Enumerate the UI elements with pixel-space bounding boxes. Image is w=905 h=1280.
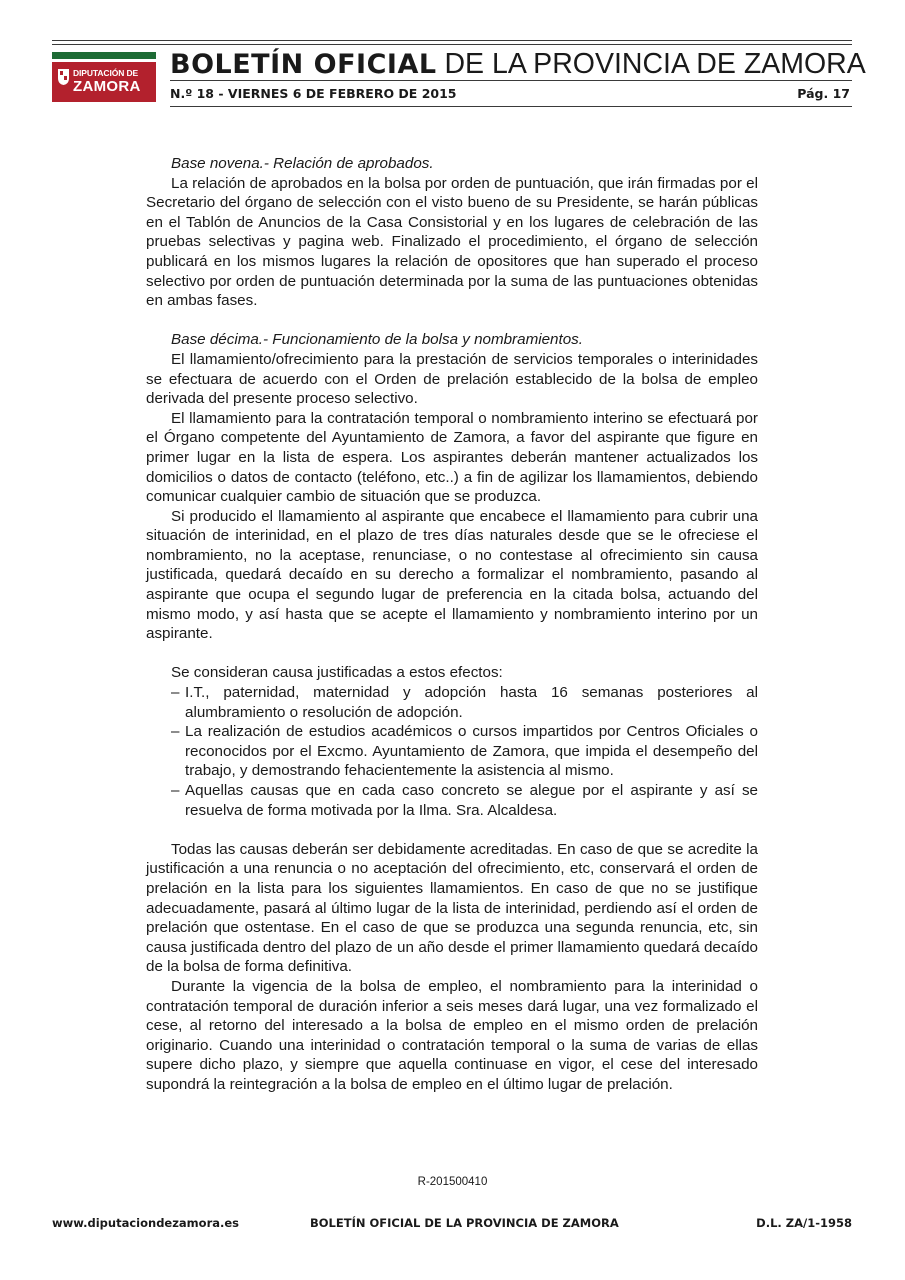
dash-bullet: – (171, 684, 180, 702)
dash-bullet: – (171, 723, 180, 741)
document-body (146, 154, 758, 1095)
list-item-text: Aquellas causas que en cada caso concreto se alegue por el aspirante y así se resuelva de forma motivada por la Ilma. Sra. Alcaldesa. (185, 782, 758, 819)
publication-title (170, 46, 866, 83)
header-top-rule (52, 40, 852, 41)
list-item-text: I.T., paternidad, maternidad y adopción hasta 16 semanas posteriores al alumbramiento o resolución de adopción. (185, 684, 758, 721)
justified-causes-list (146, 683, 758, 820)
paragraph: La relación de aprobados en la bolsa por orden de puntuación, que irán firmadas por el Secretario del órgano de selección con el visto bueno de su Presidente, se harán públicas en el Tablón de Anuncios de la Casa Consistorial y en los lugares de celebración de las pruebas selectivas y pagina web. Finalizado el procedimiento, el órgano de selección publicará en los mismos lugares la relación de opositores que han superado el proceso selectivo por orden de puntuación determinada por la suma de las puntuaciones obtenidas en ambas fases. (146, 174, 758, 310)
paragraph: Se consideran causa justificadas a estos efectos: (171, 664, 503, 682)
logo-text-bottom: ZAMORA (73, 78, 141, 95)
list-item (146, 683, 758, 722)
paragraph: Si producido el llamamiento al aspirante que encabece el llamamiento para cubrir una situación de interinidad, en el plazo de tres días naturales desde que se le ofreciese el nombramiento, no la aceptase, renunciase, o no contestase al ofrecimiento sin causa justificada, quedará decaído en su derecho a formalizar el nombramiento, pasando al aspirante que ocupa el segundo lugar de preferencia en la citada bolsa, actuando del mismo modo, y así hasta que se acepte el llamamiento y nombramiento interino por un aspirante. (146, 507, 758, 643)
publication-title-bold: BOLETÍN OFICIAL (170, 49, 437, 80)
paragraph: Todas las causas deberán ser debidamente acreditadas. En caso de que se acredite la justificación a una renuncia o no aceptación del ofrecimiento, etc, conservará el orden de prelación en la lista para los siguientes llamamientos. En caso de que no se justifique adecuadamente, pasará al último lugar de la lista de interinidad, perdiendo así el orden de prelación que ostentase. En el caso de que se produzca una segunda renuncia, etc, sin causa justificada dentro del plazo de un año desde el primer llamamiento quedará decaído de la bolsa de forma definitiva. (146, 840, 758, 976)
list-item (146, 781, 758, 820)
footer-publication-name: BOLETÍN OFICIAL DE LA PROVINCIA DE ZAMORA (310, 1216, 619, 1230)
paragraph: El llamamiento para la contratación temporal o nombramiento interino se efectuará por el Órgano competente del Ayuntamiento de Zamora, a favor del aspirante que figure en primer lugar en la lista de espera. Los aspirantes deberán mantener actualizados los domicilios o datos de contacto (teléfono, etc..) a fin de agilizar los llamamientos, debiendo comunicar cualquier cambio de situación que se produzca. (146, 409, 758, 506)
paragraph: Durante la vigencia de la bolsa de empleo, el nombramiento para la interinidad o contratación temporal de duración inferior a seis meses dará lugar, una vez formalizado el cese, al retorno del interesado a la bolsa de empleo en el mismo orden de prelación originario. Cuando una interinidad o contratación temporal o la suma de varias de ellas supere dicho plazo, y siempre que aquella continuase en vigor, el cese del interesado supondrá la reintegración a la bolsa de empleo en el último lugar de prelación. (146, 977, 758, 1093)
section-heading-base-novena: Base novena.- Relación de aprobados. (171, 155, 434, 172)
logo-green-band (52, 52, 156, 59)
reference-code: R-201500410 (417, 1176, 488, 1188)
list-item (146, 722, 758, 781)
issue-rule (170, 106, 852, 107)
footer-legal-deposit: D.L. ZA/1-1958 (756, 1216, 852, 1230)
issue-date: N.º 18 - VIERNES 6 DE FEBRERO DE 2015 (170, 86, 457, 101)
list-item-text: La realización de estudios académicos o cursos impartidos por Centros Oficiales o reconocidos por el Excmo. Ayuntamiento de Zamora, que impida el desempeño del trabajo, y demostrando fehacientemente la asistencia al mismo. (185, 723, 758, 780)
page-number: Pág. 17 (797, 86, 850, 101)
spacer (146, 820, 758, 840)
footer-website-link[interactable]: www.diputaciondezamora.es (52, 1216, 240, 1230)
dash-bullet: – (171, 782, 180, 799)
spacer (146, 644, 758, 664)
header-top-rule-2 (52, 44, 852, 45)
crest-icon (57, 68, 70, 86)
paragraph: El llamamiento/ofrecimiento para la prestación de servicios temporales o interinidades se efectuara de acuerdo con el Orden de prelación establecido de la bolsa de empleo derivada del presente proceso selectivo. (146, 350, 758, 408)
section-heading-base-decima: Base décima.- Funcionamiento de la bolsa y nombramientos. (171, 331, 583, 349)
publication-title-rest: DE LA PROVINCIA DE ZAMORA (436, 48, 866, 80)
spacer (146, 311, 758, 331)
logo-text-top: DIPUTACIÓN DE (73, 68, 139, 78)
diputacion-logo (52, 52, 156, 102)
